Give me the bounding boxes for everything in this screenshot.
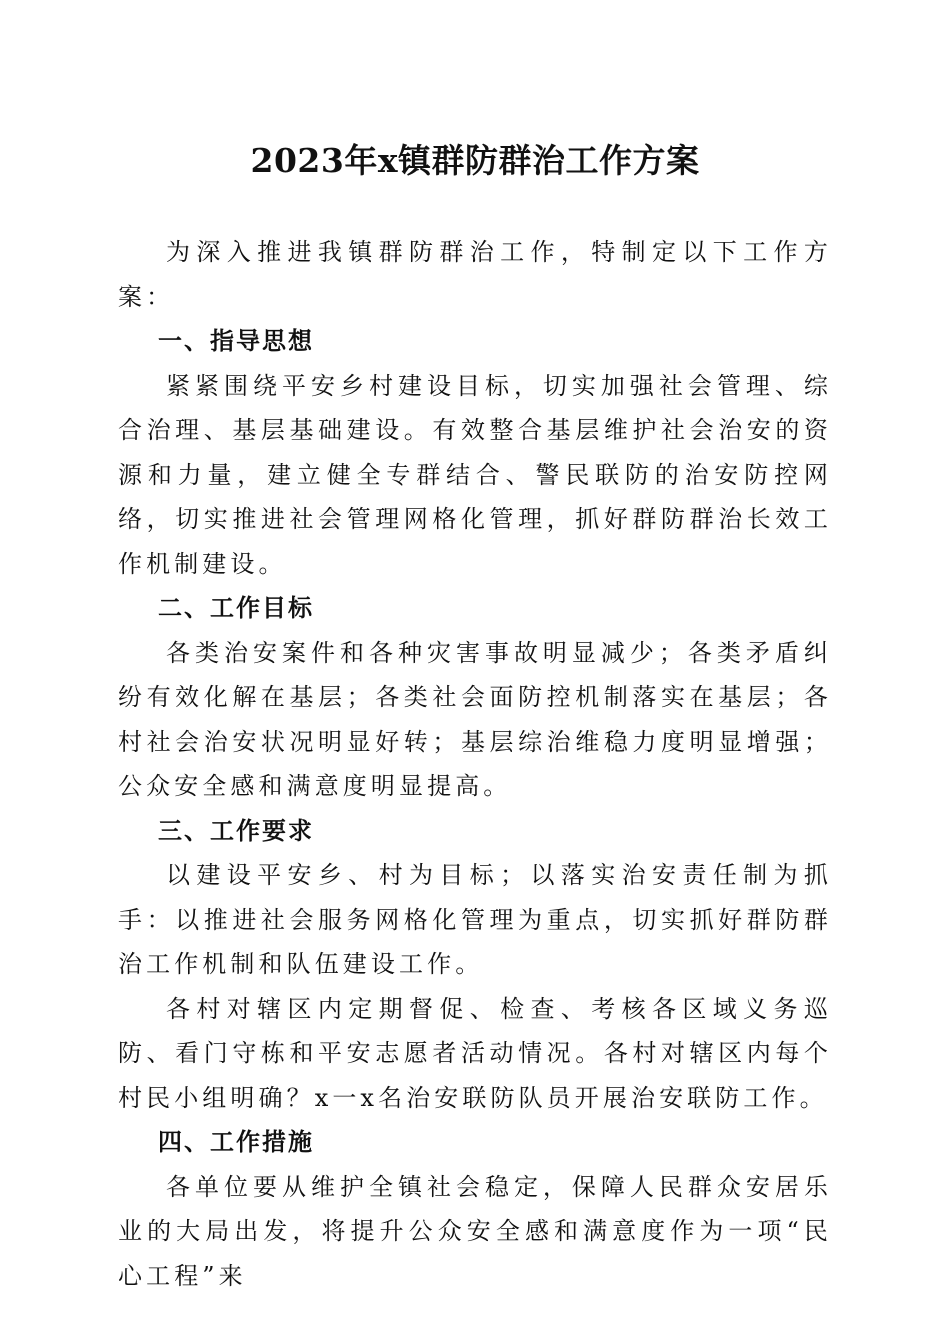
- section-heading-work-measures: 四、工作措施: [158, 1128, 314, 1156]
- section-heading-work-requirements: 三、工作要求: [158, 816, 314, 845]
- intro-paragraph: 为深入推进我镇群防群治工作，特制定以下工作方案：: [118, 238, 832, 311]
- section-paragraph: 各类治安案件和各种灾害事故明显减少；各类矛盾纠纷有效化解在基层；各类社会面防控机制落实在基层；各村社会治安状况明显好转；基层综治维稳力度明显增强；公众安全感和满意度明显提高。: [118, 638, 832, 800]
- section-paragraph: 各村对辖区内定期督促、检查、考核各区域义务巡防、看门守栋和平安志愿者活动情况。各村对辖区内每个村民小组明确？x一x名治安联防队员开展治安联防工作。: [118, 994, 832, 1112]
- section-paragraph: 紧紧围绕平安乡村建设目标，切实加强社会管理、综合治理、基层基础建设。有效整合基层维护社会治安的资源和力量，建立健全专群结合、警民联防的治安防控网络，切实推进社会管理网格化管理，抓好群防群治长效工作机制建设。: [118, 371, 832, 578]
- document-body: [118, 230, 832, 1298]
- section-paragraph: 以建设平安乡、村为目标；以落实治安责任制为抓手：以推进社会服务网格化管理为重点，切实抓好群防群治工作机制和队伍建设工作。: [118, 861, 832, 978]
- section-paragraph: 各单位要从维护全镇社会稳定，保障人民群众安居乐业的大局出发，将提升公众安全感和满意度作为一项“民心工程”来: [118, 1172, 832, 1290]
- section-heading-work-goals: 二、工作目标: [158, 594, 314, 622]
- document-title: 2023年x镇群防群治工作方案: [250, 141, 700, 180]
- section-heading-guiding-ideology: 一、指导思想: [158, 327, 314, 355]
